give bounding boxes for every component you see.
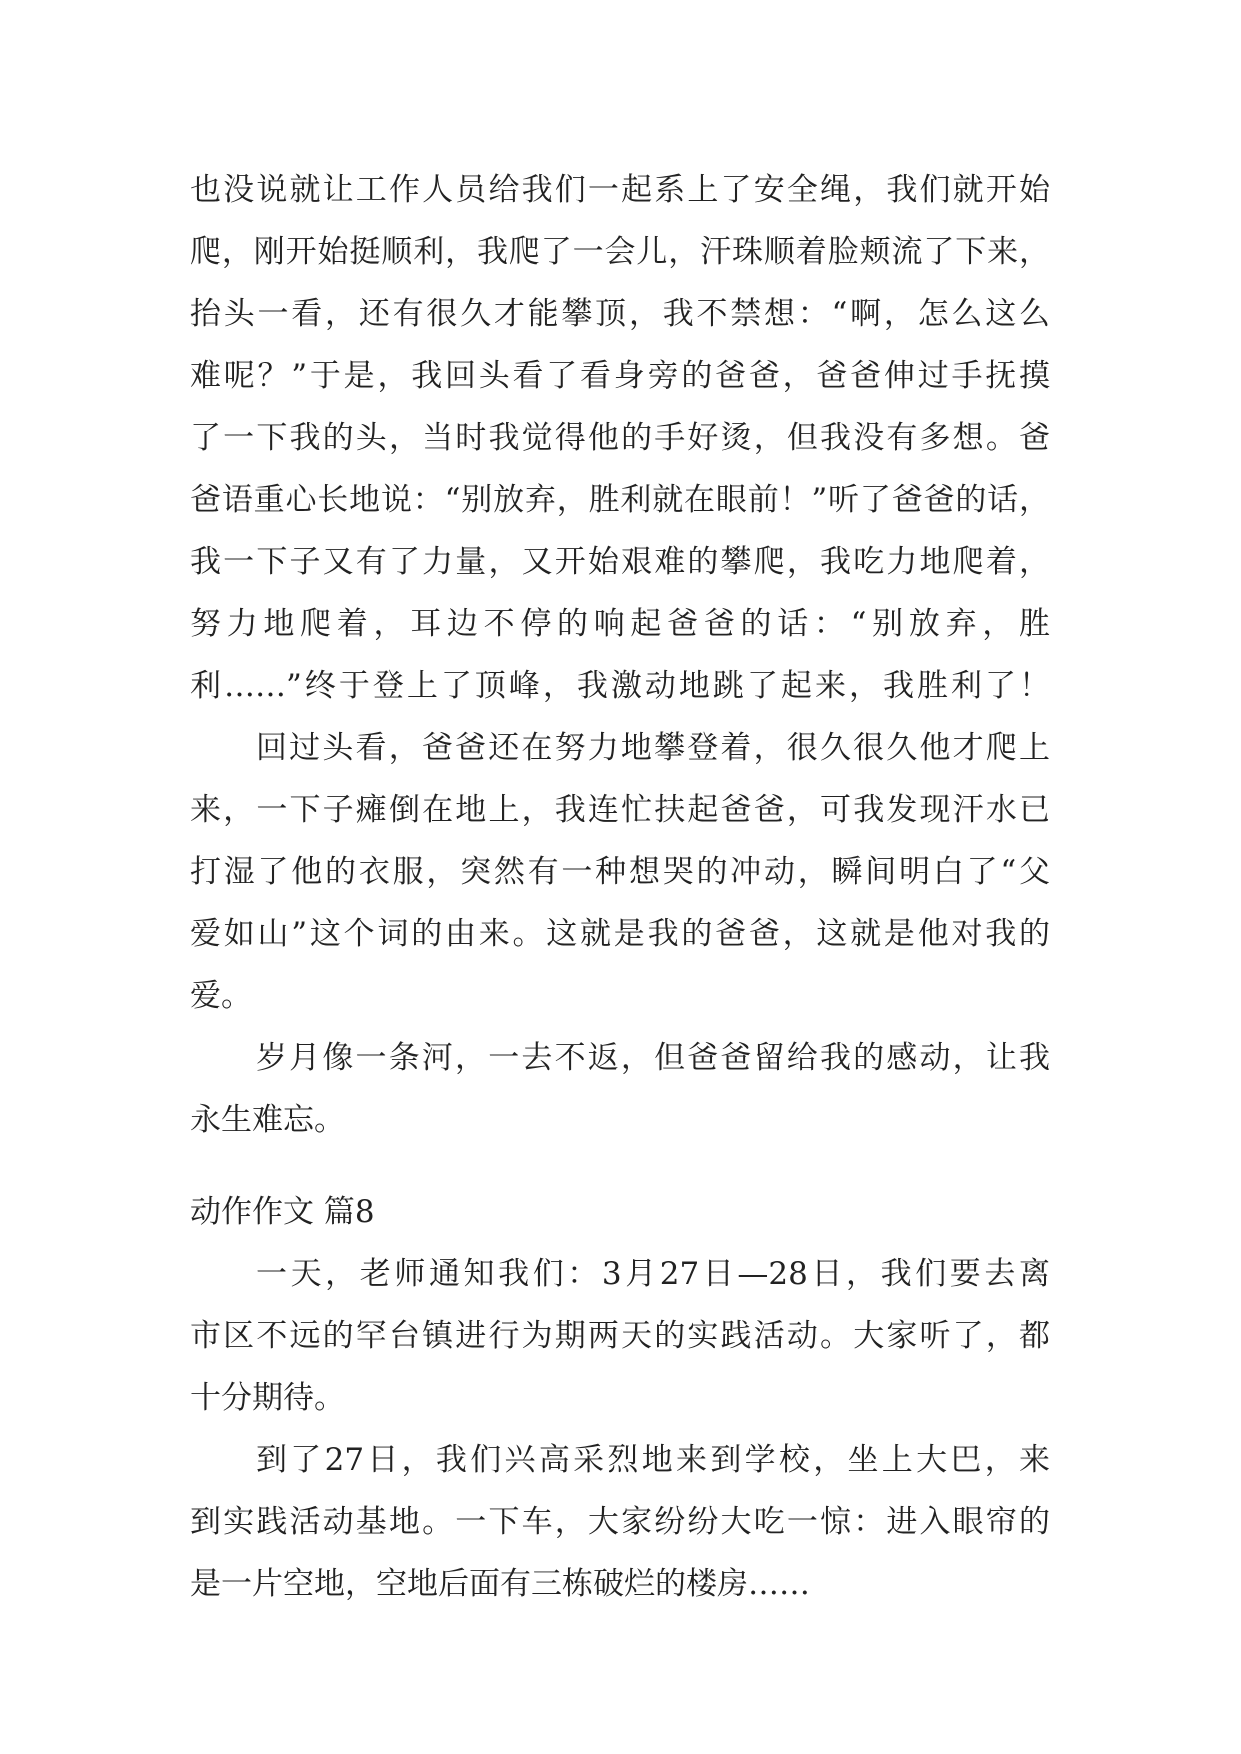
text-line: 十分期待。 <box>190 1380 345 1416</box>
text-line: 回过头看，爸爸还在努力地攀登着，很久很久他才爬上 <box>256 730 1050 766</box>
section-heading: 动作作文 篇8 <box>190 1194 375 1230</box>
paragraph-arrival <box>190 1429 1050 1615</box>
text-line: 努力地爬着，耳边不停的响起爸爸的话：“别放弃，胜 <box>190 606 1050 642</box>
text-line: 利……”终于登上了顶峰，我激动地跳了起来，我胜利了！ <box>190 668 1050 704</box>
text-line: 永生难忘。 <box>190 1102 345 1138</box>
text-line: 岁月像一条河，一去不返，但爸爸留给我的感动，让我 <box>256 1040 1050 1076</box>
text-line: 打湿了他的衣服，突然有一种想哭的冲动，瞬间明白了“父 <box>190 854 1050 890</box>
paragraph-father-climbing <box>190 717 1050 1027</box>
text-line: 到实践活动基地。一下车，大家纷纷大吃一惊：进入眼帘的 <box>190 1504 1050 1540</box>
text-line: 来，一下子瘫倒在地上，我连忙扶起爸爸，可我发现汗水已 <box>190 792 1050 828</box>
text-line: 我一下子又有了力量，又开始艰难的攀爬，我吃力地爬着， <box>190 544 1050 580</box>
document-body <box>190 159 1050 1615</box>
paragraph-climbing <box>190 159 1050 717</box>
text-line: 爸语重心长地说：“别放弃，胜利就在眼前！”听了爸爸的话， <box>190 482 1050 518</box>
text-line: 爱。 <box>190 978 252 1014</box>
text-line: 一天，老师通知我们：3月27日—28日，我们要去离 <box>256 1256 1050 1292</box>
paragraph-notice <box>190 1243 1050 1429</box>
text-line: 爬，刚开始挺顺利，我爬了一会儿，汗珠顺着脸颊流了下来， <box>190 234 1050 270</box>
text-line: 了一下我的头，当时我觉得他的手好烫，但我没有多想。爸 <box>190 420 1050 456</box>
text-line: 是一片空地，空地后面有三栋破烂的楼房…… <box>190 1566 810 1602</box>
paragraph-memory <box>190 1027 1050 1151</box>
text-line: 也没说就让工作人员给我们一起系上了安全绳，我们就开始 <box>190 172 1050 208</box>
section-spacer <box>190 1151 1050 1181</box>
text-line: 爱如山”这个词的由来。这就是我的爸爸，这就是他对我的 <box>190 916 1050 952</box>
text-line: 到了27日，我们兴高采烈地来到学校，坐上大巴，来 <box>256 1442 1050 1478</box>
text-line: 市区不远的罕台镇进行为期两天的实践活动。大家听了，都 <box>190 1318 1050 1354</box>
text-line: 抬头一看，还有很久才能攀顶，我不禁想：“啊，怎么这么 <box>190 296 1050 332</box>
text-line: 难呢？”于是，我回头看了看身旁的爸爸，爸爸伸过手抚摸 <box>190 358 1050 394</box>
